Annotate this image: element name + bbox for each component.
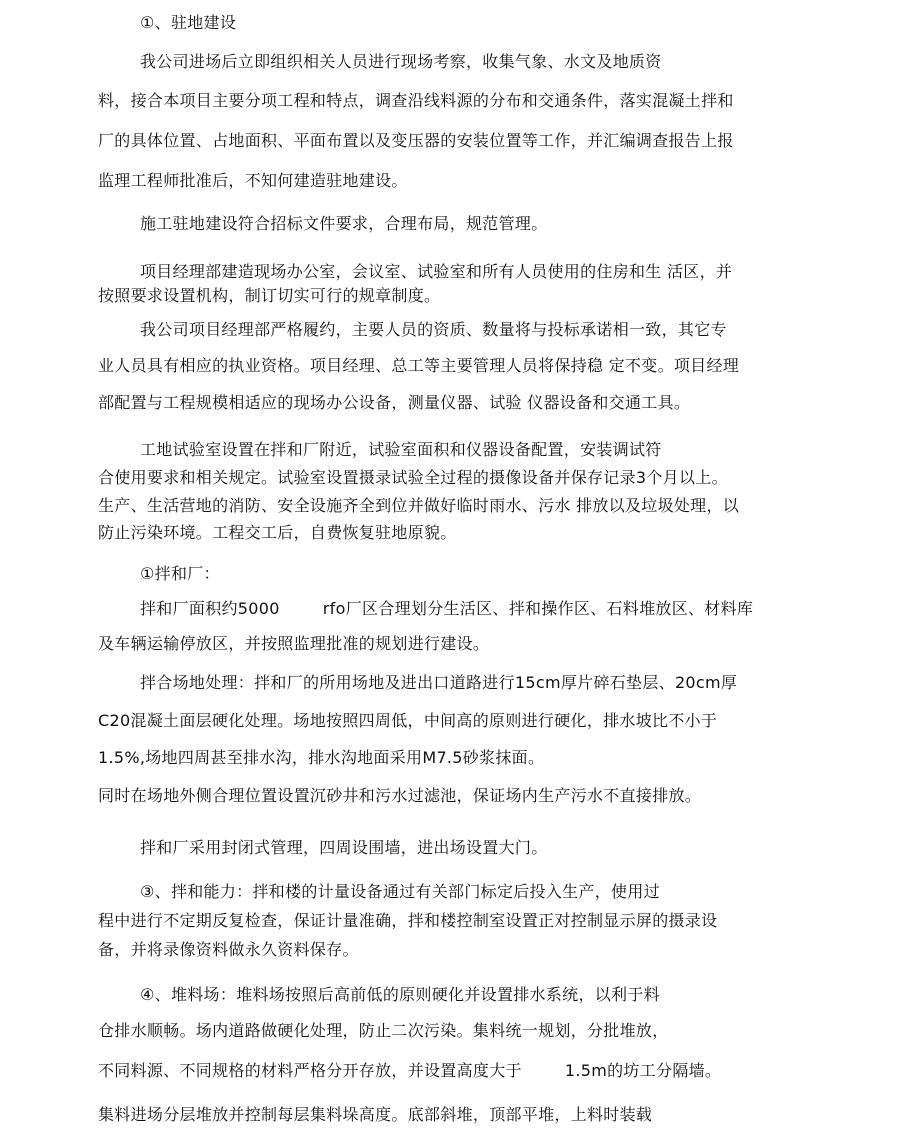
paragraph-line: 备，并将录像资料做永久资料保存。 (98, 940, 359, 959)
paragraph-line: 业人员具有相应的执业资格。项目经理、总工等主要管理人员将保持稳 定不变。项目经理 (98, 356, 740, 375)
paragraph-line: 生产、生活营地的消防、安全设施齐全到位并做好临时雨水、污水 排放以及垃圾处理，以 (98, 496, 740, 515)
paragraph-line: 料，接合本项目主要分项工程和特点，调查沿线料源的分布和交通条件，落实混凝土拌和 (98, 91, 734, 110)
paragraph-line: 我公司进场后立即组织相关人员进行现场考察，收集气象、水文及地质资 (140, 52, 662, 71)
paragraph-line: 1.5%,场地四周甚至排水沟，排水沟地面采用M7.5砂浆抹面。 (98, 748, 545, 767)
paragraph-line: 同时在场地外侧合理位置设置沉砂井和污水过滤池，保证场内生产污水不直接排放。 (98, 786, 702, 805)
heading-station-construction: ①、驻地建设 (140, 13, 237, 32)
paragraph-line: 不同料源、不同规格的材料严格分开存放，并设置高度大于 1.5m的坊工分隔墙。 (98, 1061, 722, 1080)
paragraph-line: 厂的具体位置、占地面积、平面布置以及变压器的安装位置等工作，并汇编调查报告上报 (98, 131, 734, 150)
paragraph-line: 部配置与工程规模相适应的现场办公设备，测量仪器、试验 仪器设备和交通工具。 (98, 393, 691, 412)
paragraph-line: 集料进场分层堆放并控制每层集料垛高度。底部斜堆，顶部平堆，上料时装载 (98, 1105, 653, 1124)
heading-mixing-capacity: ③、拌和能力：拌和楼的计量设备通过有关部门标定后投入生产，使用过 (140, 882, 660, 901)
paragraph-line: 监理工程师批准后，不知何建造驻地建设。 (98, 171, 408, 190)
heading-mixing-plant: ①拌和厂： (140, 564, 220, 583)
paragraph-line: 程中进行不定期反复检查，保证计量准确，拌和楼控制室设置正对控制显示屏的摄录设 (98, 911, 718, 930)
paragraph-line: 合使用要求和相关规定。试验室设置摄录试验全过程的摄像设备并保存记录3个月以上。 (98, 468, 728, 487)
paragraph-line: 拌合场地处理：拌和厂的所用场地及进出口道路进行15cm厚片碎石垫层、20cm厚 (140, 673, 738, 692)
paragraph-line: 拌和厂采用封闭式管理，四周设围墙，进出场设置大门。 (140, 838, 548, 857)
paragraph-line: C20混凝土面层硬化处理。场地按照四周低，中间高的原则进行硬化，排水坡比不小于 (98, 711, 718, 730)
paragraph-line: 及车辆运输停放区，并按照监理批准的规划进行建设。 (98, 634, 490, 653)
paragraph-line: 仓排水顺畅。场内道路做硬化处理，防止二次污染。集料统一规划，分批堆放， (98, 1021, 669, 1040)
paragraph-line: 防止污染环境。工程交工后，自费恢复驻地原貌。 (98, 523, 457, 542)
paragraph-line: 项目经理部建造现场办公室，会议室、试验室和所有人员使用的住房和生 活区，并 (140, 262, 733, 281)
paragraph-line: 施工驻地建设符合招标文件要求，合理布局，规范管理。 (140, 214, 548, 233)
heading-stockyard: ④、堆料场：堆料场按照后高前低的原则硬化并设置排水系统，以利于料 (140, 985, 660, 1004)
paragraph-line: 按照要求设置机构，制订切实可行的规章制度。 (98, 286, 441, 305)
paragraph-line: 我公司项目经理部严格履约，主要人员的资质、数量将与投标承诺相一致，其它专 (140, 320, 727, 339)
paragraph-line: 拌和厂面积约5000 rfo厂区合理划分生活区、拌和操作区、石料堆放区、材料库 (140, 599, 754, 618)
paragraph-line: 工地试验室设置在拌和厂附近，试验室面积和仪器设备配置，安装调试符 (140, 440, 662, 459)
